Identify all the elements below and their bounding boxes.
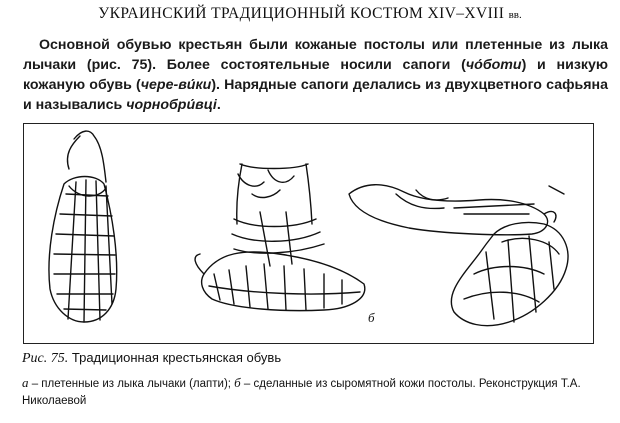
paragraph-term-2: чере-ви́ки [140, 77, 212, 93]
bast-shoe-drawing [49, 131, 117, 322]
postoly-drawing [349, 185, 568, 326]
paragraph-term-3: чорнобри́вці [126, 97, 217, 113]
paragraph-term-1: чо́боти [465, 57, 522, 73]
note-b-letter: б [234, 375, 241, 390]
figure-caption [22, 350, 281, 367]
paragraph-text-1: Основной обувью крестьян были кожаные постолы или плетенные из лыка лычаки (рис. 75). Более состоятельные носили сапоги ( [23, 37, 608, 73]
shoe-on-leg-drawing [195, 164, 365, 311]
paragraph-text-3: ). Нарядные сапоги делались из двухцветного сафьяна и назывались [23, 77, 608, 113]
footwear-illustration [24, 124, 595, 345]
body-paragraph [23, 35, 608, 115]
figure-label-b: б [368, 310, 375, 325]
caption-title: Традиционная крестьянская обувь [71, 350, 282, 365]
note-b-text: – сделанные из сыромятной кожи постолы. Реконструкция Т.А. Николаевой [22, 378, 581, 407]
paragraph-text-4: . [216, 97, 221, 113]
note-a-letter: а [22, 375, 29, 390]
page-header [0, 5, 620, 23]
header-suffix: вв. [508, 9, 522, 21]
paragraph-text-2: ) и низкую кожаную обувь ( [23, 57, 609, 93]
caption-prefix: Рис. 75. [22, 351, 69, 366]
figure-notes [22, 374, 607, 410]
figure-75 [23, 123, 594, 344]
note-a-text: – плетенные из лыка лычаки (лапти); [28, 378, 235, 390]
header-title: УКРАИНСКИЙ ТРАДИЦИОННЫЙ КОСТЮМ XIV–XVIII [98, 5, 505, 22]
